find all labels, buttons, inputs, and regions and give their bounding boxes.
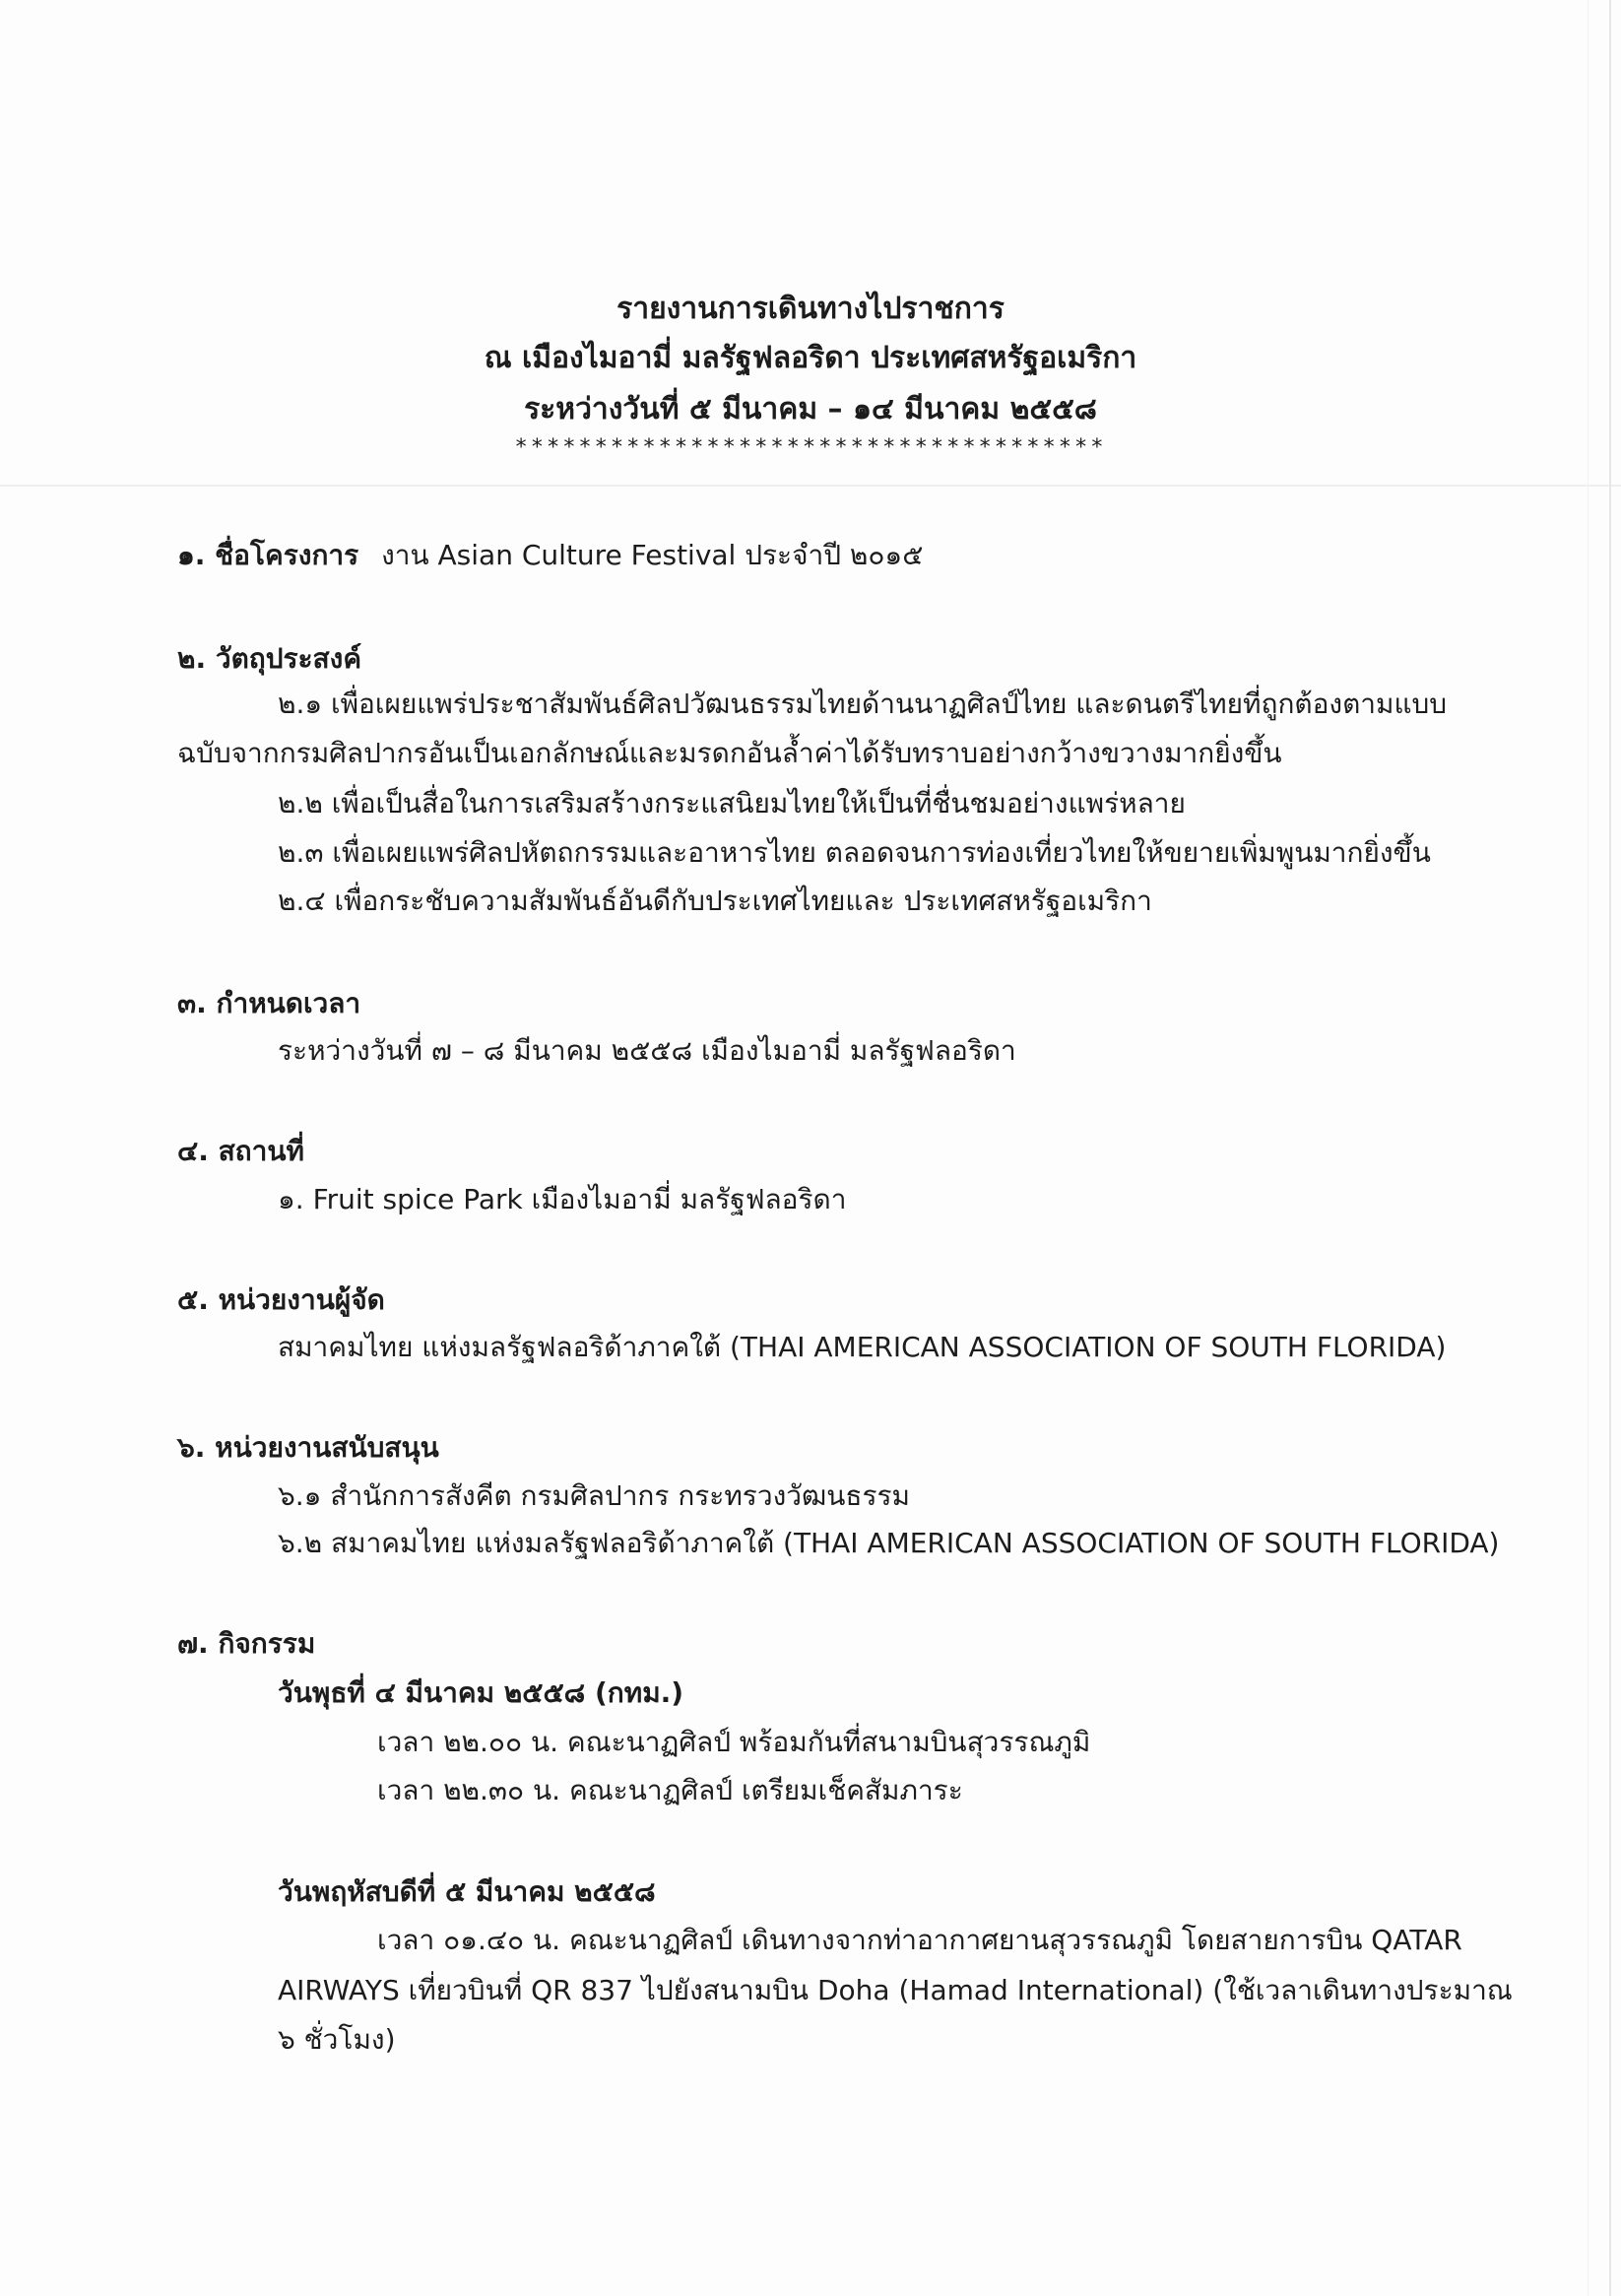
section-5-heading: ๕. หน่วยงานผู้จัด: [177, 1283, 385, 1316]
section-2-heading: ๒. วัตถุประสงค์: [177, 642, 362, 675]
activity-day2-event1-line3: ๖ ชั่วโมง): [278, 2023, 396, 2056]
supporter-6-1: ๖.๑ สำนักการสังคีต กรมศิลปากร กระทรวงวัฒนธรรม: [278, 1479, 911, 1512]
section-3-text: ระหว่างวันที่ ๗ – ๘ มีนาคม ๒๕๕๘ เมืองไมอามี่ มลรัฐฟลอริดา: [278, 1034, 1016, 1067]
section-1-text: งาน Asian Culture Festival ประจำปี ๒๐๑๕: [381, 539, 924, 571]
section-4-heading: ๔. สถานที่: [177, 1135, 304, 1167]
section-5-text: สมาคมไทย แห่งมลรัฐฟลอริด้าภาคใต้ (THAI AMERICAN ASSOCIATION OF SOUTH FLORIDA): [278, 1331, 1447, 1363]
activity-day1-event2: เวลา ๒๒.๓๐ น. คณะนาฏศิลป์ เตรียมเช็คสัมภาระ: [377, 1774, 963, 1806]
objective-2-1-line1: ๒.๑ เพื่อเผยแพร่ประชาสัมพันธ์ศิลปวัฒนธรรมไทยด้านนาฏศิลป์ไทย และดนตรีไทยที่ถูกต้องตามแบบ: [278, 688, 1448, 720]
objective-2-1-line2: ฉบับจากกรมศิลปากรอันเป็นเอกลักษณ์และมรดกอันล้ำค่าได้รับทราบอย่างกว้างขวางมากยิ่งขึ้น: [177, 737, 1282, 769]
objective-2-4: ๒.๔ เพื่อกระชับความสัมพันธ์อันดีกับประเทศไทยและ ประเทศสหรัฐอเมริกา: [278, 885, 1152, 917]
page-fold-line: [0, 485, 1621, 487]
section-3-heading: ๓. กำหนดเวลา: [177, 987, 361, 1019]
objective-2-3: ๒.๓ เพื่อเผยแพร่ศิลปหัตถกรรมและอาหารไทย ตลอดจนการท่องเที่ยวไทยให้ขยายเพิ่มพูนมากยิ่งขึ้น: [278, 836, 1431, 869]
report-title: รายงานการเดินทางไปราชการ: [616, 292, 1005, 326]
activity-day2-event1-line2: AIRWAYS เที่ยวบินที่ QR 837 ไปยังสนามบิน Doha (Hamad International) (ใช้เวลาเดินทางประมาณ: [278, 1974, 1513, 2006]
activity-day2-event1-line1: เวลา ๐๑.๔๐ น. คณะนาฏศิลป์ เดินทางจากท่าอากาศยานสุวรรณภูมิ โดยสายการบิน QATAR: [377, 1924, 1462, 1956]
activity-day1-event1: เวลา ๒๒.๐๐ น. คณะนาฏศิลป์ พร้อมกันที่สนามบินสุวรรณภูมิ: [377, 1726, 1091, 1758]
supporter-6-2: ๖.๒ สมาคมไทย แห่งมลรัฐฟลอริด้าภาคใต้ (THAI AMERICAN ASSOCIATION OF SOUTH FLORIDA): [278, 1527, 1500, 1559]
section-1-heading: ๑. ชื่อโครงการ: [177, 539, 359, 571]
activity-day2-title: วันพฤหัสบดีที่ ๕ มีนาคม ๒๕๕๘: [278, 1875, 656, 1908]
section-7-heading: ๗. กิจกรรม: [177, 1627, 316, 1660]
section-4-text: ๑. Fruit spice Park เมืองไมอามี่ มลรัฐฟลอริดา: [278, 1183, 847, 1215]
objective-2-2: ๒.๒ เพื่อเป็นสื่อในการเสริมสร้างกระแสนิยมไทยให้เป็นที่ชื่นชมอย่างแพร่หลาย: [278, 787, 1186, 820]
activity-day1-title: วันพุธที่ ๔ มีนาคม ๒๕๕๘ (กทม.): [278, 1676, 684, 1709]
report-location: ณ เมืองไมอามี่ มลรัฐฟลอริดา ประเทศสหรัฐอเมริกา: [484, 341, 1137, 375]
section-1: [177, 537, 923, 574]
header-divider: *************************************: [514, 435, 1107, 460]
section-6-heading: ๖. หน่วยงานสนับสนุน: [177, 1431, 439, 1464]
report-period: ระหว่างวันที่ ๕ มีนาคม – ๑๔ มีนาคม ๒๕๕๘: [524, 392, 1097, 426]
